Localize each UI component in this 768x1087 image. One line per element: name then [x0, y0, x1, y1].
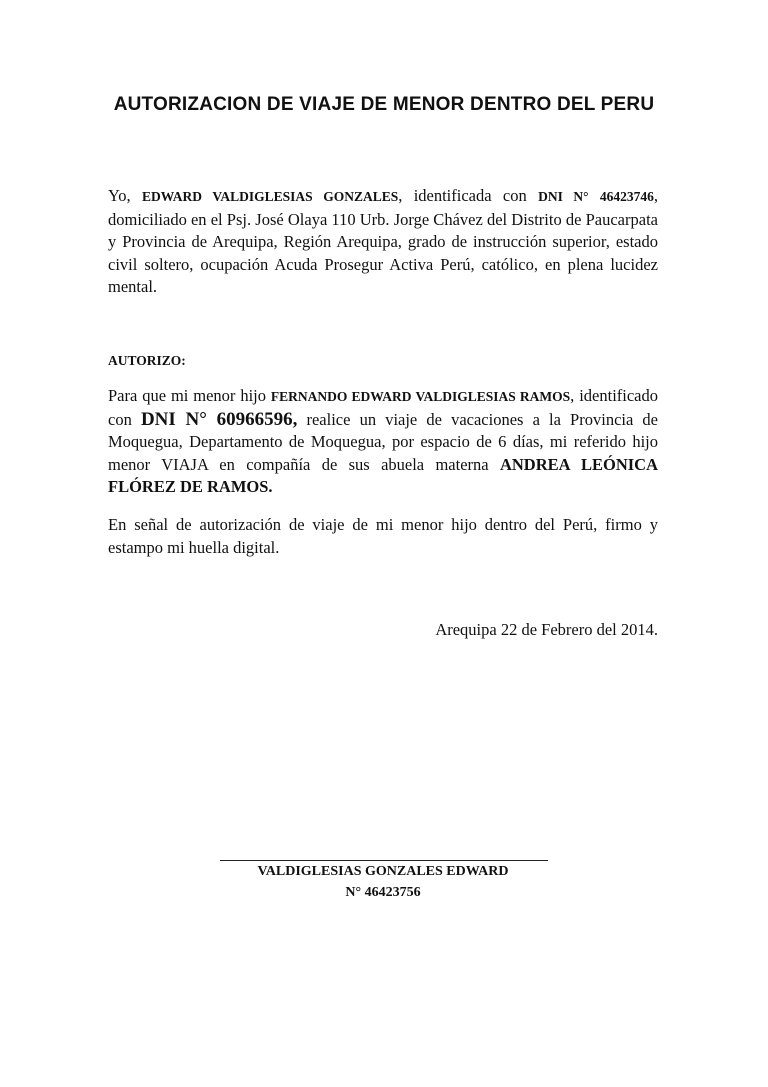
closing-paragraph: En señal de autorización de viaje de mi menor hijo dentro del Perú, firmo y estampo mi huella digital. — [108, 515, 658, 557]
intro-identificada: , identificada con — [398, 186, 527, 205]
place-date: Arequipa 22 de Febrero del 2014. — [435, 620, 658, 639]
authorization-paragraph — [108, 385, 658, 499]
signature-dni: N° 46423756 — [345, 885, 421, 900]
parent-name: EDWARD VALDIGLESIAS GONZALES — [141, 189, 399, 204]
para2-lead: Para que mi menor hijo — [108, 386, 266, 405]
signature-name: VALDIGLESIAS GONZALES EDWARD — [257, 864, 509, 879]
intro-yo: Yo, — [108, 186, 131, 205]
document-title: AUTORIZACION DE VIAJE DE MENOR DENTRO DEL PERU — [113, 94, 655, 115]
child-dni: DNI N° 60966596, — [140, 408, 298, 430]
grandmother-name: ANDREA LEÓNICA FLÓREZ DE RAMOS. — [108, 454, 659, 496]
child-name: FERNANDO EDWARD VALDIGLESIAS RAMOS — [270, 389, 571, 404]
intro-paragraph — [108, 185, 658, 299]
autorizo-heading: AUTORIZO: — [108, 353, 186, 368]
parent-dni-label: DNI N° — [538, 189, 589, 204]
intro-rest: , domiciliado en el Psj. José Olaya 110 Urb. Jorge Chávez del Distrito de Paucarpata y Provincia de Arequipa, Región Arequipa, grado de instrucción superior, estado civil soltero, ocupación Acuda Prosegur Activa Perú, católico, en plena lucidez mental. — [108, 186, 659, 296]
parent-dni: 46423746 — [599, 189, 654, 204]
para2-identificado: , identificado con — [108, 386, 658, 429]
signature-line — [220, 860, 548, 861]
para2-mid: realice un viaje de vacaciones a la Provincia de Moquegua, Departamento de Moquegua, por espacio de 6 días, mi referido hijo menor VIAJA en compañía de sus abuela materna — [108, 409, 658, 474]
